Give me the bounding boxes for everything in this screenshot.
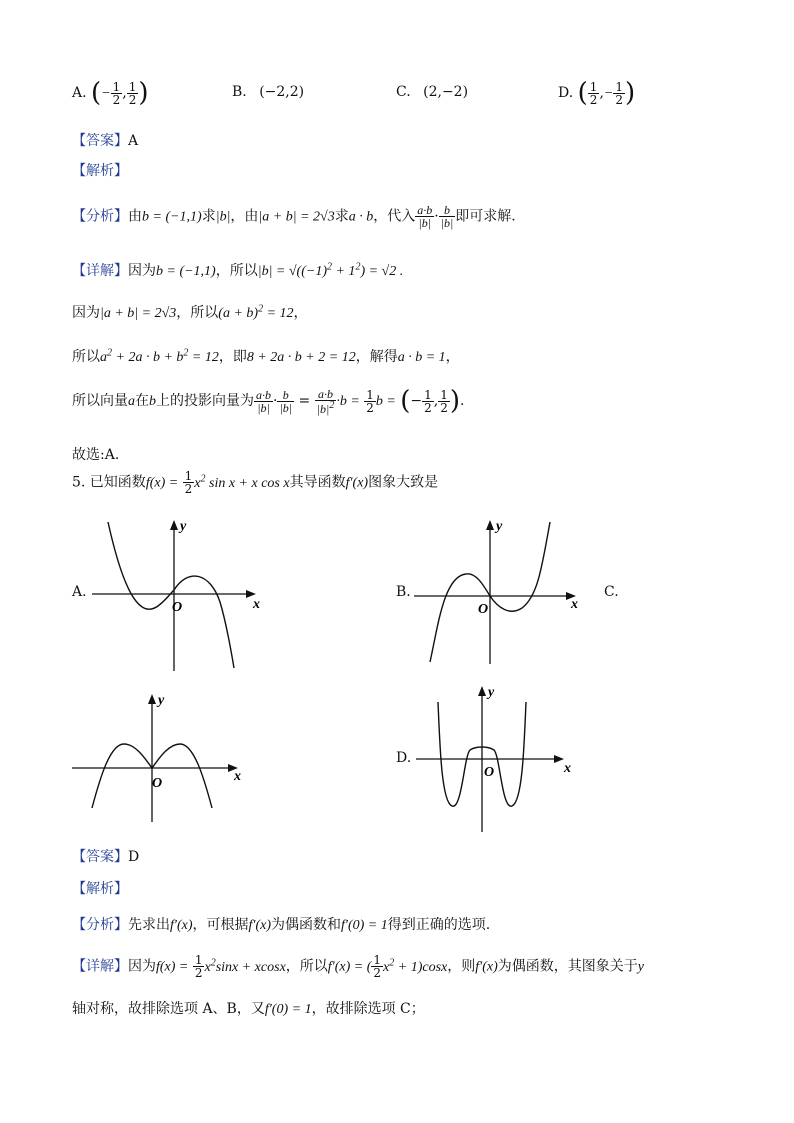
- answer-tag: 【答案】: [72, 133, 128, 149]
- q5-fenxi-tag: 【分析】: [72, 917, 128, 933]
- option-c: [396, 84, 468, 100]
- q4-detail-line3: 所以$a^2 + 2a \cdot b + b^2 = 12$，即8 + 2a · b + 2 = 12，解得a · b = 1，: [72, 347, 460, 365]
- graph-b-x: x: [571, 597, 578, 612]
- graph-a-origin: O: [172, 600, 183, 615]
- option-a: A. (− $\frac{1}{2}$ , $\frac{1}{2}$ ): [72, 78, 149, 108]
- graph-c-origin: O: [152, 776, 163, 791]
- option-b-label: B.: [232, 84, 247, 100]
- graph-b-y: y: [496, 519, 503, 534]
- q5-answer-tag: 【答案】: [72, 849, 128, 865]
- q4-conclusion: 故选:A.: [72, 447, 120, 463]
- analysis-tag: 【解析】: [72, 163, 128, 179]
- graph-d-label: D.: [396, 750, 412, 766]
- graph-b: [410, 516, 590, 666]
- q5-answer: [72, 846, 139, 866]
- q5-analysis-tag: 【解析】: [72, 881, 128, 897]
- graph-c: [70, 688, 260, 823]
- fenxi-tag: 【分析】: [72, 208, 128, 225]
- graph-d: [412, 682, 582, 834]
- q5-fenxi: 【分析】先求出f′(x)，可根据f′(x)为偶函数和f′(0) = 1得到正确的选项.: [72, 917, 491, 933]
- q5-stem: 5. 已知函数f(x) = $\frac{1}{2}$ $x^2$ sin x + x cos x其导函数f′(x)图象大致是: [72, 469, 439, 496]
- option-b: [232, 84, 304, 100]
- graph-b-origin: O: [478, 602, 489, 617]
- detail-tag: 【详解】: [72, 263, 128, 279]
- q5-detail-tag: 【详解】: [72, 958, 128, 975]
- graph-a-x: x: [253, 597, 260, 612]
- q4-fenxi: 【分析】由b = (−1,1)求|b|，由|a + b| = 2√3求a · b，代入 $\frac{a\cdot b}{|b|}$ · $\frac{b}{|b|}$ 即可求解.: [72, 203, 516, 230]
- option-d-label: D.: [558, 85, 574, 101]
- q5-answer-value: D: [128, 849, 140, 865]
- option-d: D. ( $\frac{1}{2}$ ,− $\frac{1}{2}$ ): [558, 78, 636, 108]
- q4-detail-line2: 因为|a + b| = 2√3，所以$(a + b)^2 = 12$，: [72, 303, 308, 321]
- q4-detail-line4: 所以向量a在b上的投影向量为 $\frac{a\cdot b}{|b|}$ · $\frac{b}{|b|}$ = $\frac{a\cdot b}{|b|^2}$ ·b = $\frac{1}{2}$ b = (− $\frac{1}{2}$ , $\frac{1}{2}$ ).: [72, 386, 465, 416]
- option-c-value: (2,−2): [423, 84, 469, 100]
- graph-b-label: B.: [396, 584, 411, 600]
- q4-detail-line1: 【详解】因为b = (−1,1)，所以$|b| = √((-1)^2 + 1^2) = √2$ .: [72, 261, 404, 279]
- option-a-label: A.: [72, 85, 87, 101]
- q5-detail-1: 【详解】因为f(x) = $\frac{1}{2}$ $x^2\sin x + xcosx$，所以f′(x) = ( $\frac{1}{2}$ $x^2 + 1)\cos x$，则f′(x)为偶函数，其图象关于y: [72, 953, 644, 980]
- graph-d-x: x: [564, 761, 571, 776]
- graph-c-y: y: [158, 693, 165, 708]
- graph-a: [88, 516, 268, 676]
- graph-a-label: A.: [72, 584, 87, 600]
- graph-c-x: x: [234, 769, 241, 784]
- graph-d-y: y: [488, 685, 495, 700]
- graph-d-origin: O: [484, 765, 495, 780]
- answer-value: A: [128, 133, 139, 149]
- option-c-label: C.: [396, 84, 411, 100]
- option-b-value: (−2,2): [259, 84, 305, 100]
- q4-answer: [72, 130, 138, 150]
- q5-detail-2: 轴对称，故排除选项 A、B，又f′(0) = 1，故排除选项 C；: [72, 1001, 425, 1017]
- graph-c-label: C.: [604, 584, 619, 600]
- graph-a-y: y: [180, 519, 187, 534]
